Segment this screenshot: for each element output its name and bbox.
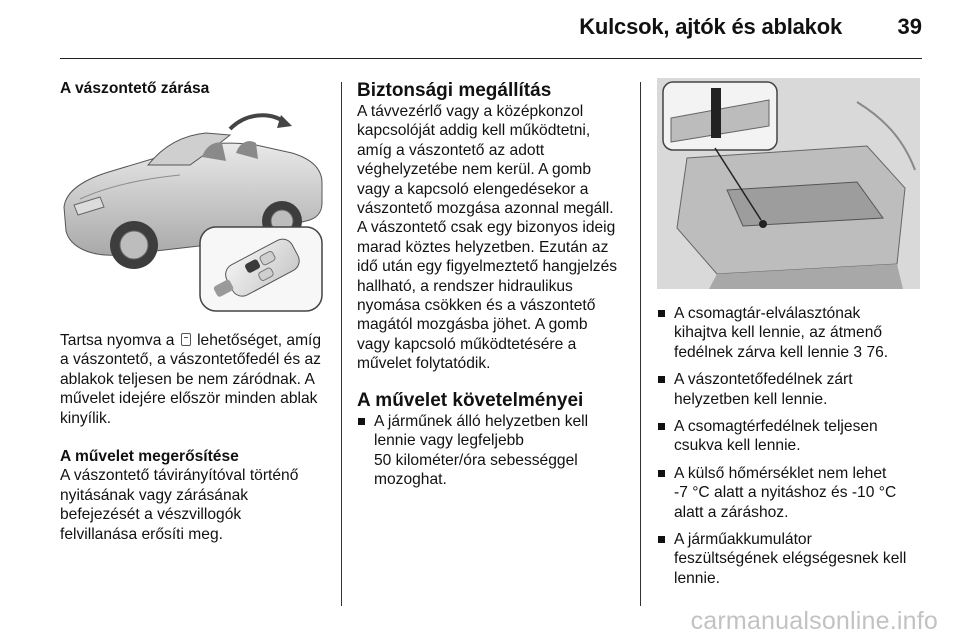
column-divider-1: [341, 82, 342, 606]
trunk-divider-illustration: [657, 78, 920, 289]
condition-3-line-1: A csomagtérfedélnek teljesen: [674, 418, 878, 436]
column-left-body: [60, 331, 325, 544]
list-item: [657, 370, 922, 409]
condition-5-line-1: A járműakkumulátor: [674, 531, 812, 549]
safety-line-14: művelet folytatódik.: [357, 355, 491, 373]
condition-2-line-1: A vászontetőfedélnek zárt: [674, 371, 853, 389]
instruction-line-1: lehetőséget, amíg: [197, 332, 322, 349]
instruction-line-3: ablakok teljesen be nem záródnak. A: [60, 370, 315, 388]
safety-line-13: vagy kapcsoló működtetésére a: [357, 335, 577, 353]
list-item: [657, 464, 922, 522]
safety-line-2: kapcsolóját addig kell működtetni,: [357, 122, 591, 140]
list-item: [657, 417, 922, 456]
safety-line-10: hallható, a rendszer hidraulikus: [357, 277, 573, 295]
bullet-square-icon: [658, 423, 665, 430]
confirmation-line-1: A vászontető távirányítóval történő: [60, 467, 299, 485]
safety-line-7: A vászontető csak egy bizonyos ideig: [357, 219, 616, 237]
convertible-car-illustration: [60, 99, 325, 312]
confirmation-paragraph: [60, 466, 325, 544]
header-divider: [60, 58, 922, 59]
condition-3-line-2: csukva kell lennie.: [674, 437, 801, 455]
requirement-line-1: A járműnek álló helyzetben kell: [374, 412, 589, 430]
section-heading-requirements: A művelet követelményei: [357, 389, 584, 411]
safety-line-6: vászontető mozgása azonnal megáll.: [357, 200, 614, 218]
car-with-remote-figure: [60, 99, 325, 312]
column-left: [60, 79, 325, 98]
condition-4-line-1: A külső hőmérséklet nem lehet: [674, 464, 887, 482]
section-heading-roof-closing: A vászontető zárása: [60, 80, 210, 97]
confirmation-line-2: nyitásának vagy zárásának: [60, 486, 249, 504]
condition-5-line-3: lennie.: [674, 569, 720, 587]
trunk-figure: [657, 78, 920, 289]
instruction-line-2: a vászontető, a vászontetőfedél és az: [60, 351, 321, 369]
column-divider-2: [640, 82, 641, 606]
condition-4-line-3: alatt a záráshoz.: [674, 503, 789, 521]
page-header-title: Kulcsok, ajtók és ablakok: [579, 14, 842, 39]
watermark: carmanualsonline.info: [690, 607, 938, 635]
safety-line-3: amíg a vászontető az adott: [357, 141, 545, 159]
safety-line-9: idő után egy figyelmeztető hangjelzés: [357, 258, 618, 276]
instruction-line-5: kinyílik.: [60, 409, 112, 427]
requirement-line-4: mozoghat.: [374, 470, 447, 488]
safety-line-12: magától mozgásba jöhet. A gomb: [357, 316, 588, 334]
requirement-line-3: 50 kilométer/óra sebességgel: [374, 451, 578, 469]
confirmation-line-3: befejezését a vészvillogók: [60, 506, 242, 524]
bullet-square-icon: [658, 470, 665, 477]
safety-line-4: véghelyzetébe nem kerül. A gomb: [357, 161, 592, 179]
condition-1-line-2: kihajtva kell lennie, az átmenő: [674, 324, 883, 342]
safety-line-11: nyomása csökken és a vászontető: [357, 297, 596, 315]
condition-4-line-2: -7 °C alatt a nyitáshoz és -10 °C: [674, 484, 897, 502]
column-right: [657, 304, 922, 596]
safety-line-5: vagy a kapcsoló elengedésekor a: [357, 180, 589, 198]
section-heading-confirmation: A művelet megerősítése: [60, 448, 239, 466]
safety-line-1: A távvezérlő vagy a középkonzol: [357, 103, 584, 120]
bullet-square-icon: [658, 536, 665, 543]
list-item: [657, 530, 922, 588]
list-item: [657, 304, 922, 362]
requirements-list: [357, 412, 627, 490]
bullet-square-icon: [658, 310, 665, 317]
column-middle: [357, 80, 627, 493]
roof-closing-instructions: [60, 331, 325, 428]
instruction-text-start: Tartsa nyomva a: [60, 332, 175, 349]
safety-line-8: marad köztes helyzetben. Ezután az: [357, 238, 609, 256]
condition-1-line-3: fedélnek zárva kell lennie 3 76.: [674, 343, 889, 361]
requirement-line-2: lennie vagy legfeljebb: [374, 432, 524, 450]
condition-2-line-2: helyzetben kell lennie.: [674, 390, 828, 408]
instruction-line-4: művelet idejére először minden ablak: [60, 390, 318, 408]
list-item: [357, 412, 627, 490]
bullet-square-icon: [658, 376, 665, 383]
page-number: 39: [897, 14, 922, 39]
condition-5-line-2: feszültségének elégségesnek kell: [674, 550, 907, 568]
safety-stop-paragraph: [357, 102, 627, 374]
section-heading-safety-stop: Biztonsági megállítás: [357, 80, 552, 101]
condition-1-line-1: A csomagtár-elválasztónak: [674, 305, 861, 322]
bullet-square-icon: [358, 418, 365, 425]
convertible-roof-icon: [181, 333, 191, 346]
confirmation-line-4: felvillanása erősíti meg.: [60, 525, 223, 543]
conditions-list: [657, 304, 922, 588]
